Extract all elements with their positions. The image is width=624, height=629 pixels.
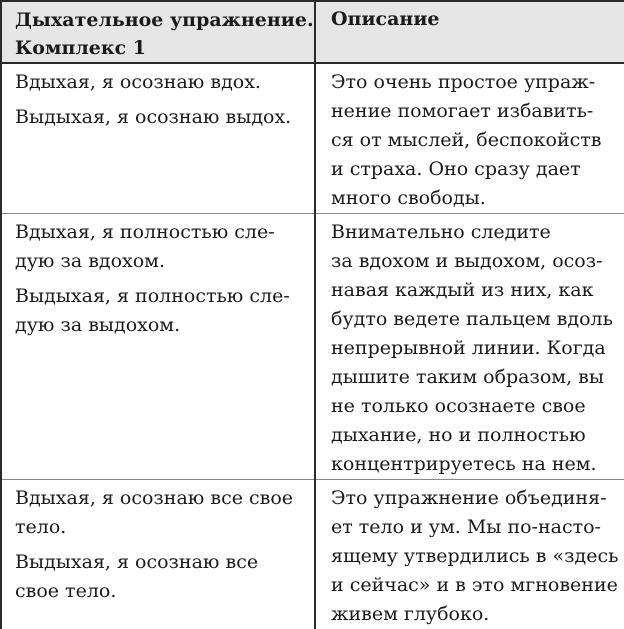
description-line: навая каждый из них, как [331, 276, 614, 305]
exercise-line: Вдыхая, я полностью сле- [15, 218, 306, 247]
description-line: и сейчас» и в это мгновение [331, 571, 614, 600]
description-line: Это очень простое упраж- [331, 68, 614, 97]
header-description-line: Описание [331, 5, 614, 33]
description-line: ся от мыслей, беспокойств [331, 126, 614, 155]
exhale-text [15, 548, 306, 606]
exhale-text [15, 282, 306, 340]
description-line: ет тело и ум. Мы по-насто- [331, 513, 614, 542]
exercise-line: свое тело. [15, 577, 306, 606]
description-line: непрерывной линии. Когда [331, 334, 614, 363]
description-line: за вдохом и выдохом, осоз- [331, 247, 614, 276]
table-row [1, 214, 624, 480]
header-exercise [1, 1, 315, 63]
description-cell [315, 214, 624, 480]
description-line: живем глубоко. [331, 600, 614, 629]
description-line: и страха. Оно сразу дает [331, 155, 614, 184]
description-line: много свободы. [331, 184, 614, 213]
inhale-text [15, 68, 306, 97]
description-line: ящему утвердились в «здесь [331, 542, 614, 571]
inhale-text [15, 484, 306, 542]
exercise-line: Вдыхая, я осознаю вдох. [15, 68, 306, 97]
exercise-line: Выдыхая, я осознаю выдох. [15, 103, 306, 132]
header-exercise-line: Комплекс 1 [15, 34, 306, 62]
description-line: Внимательно следите [331, 218, 614, 247]
header-description [315, 1, 624, 63]
description-cell [315, 63, 624, 214]
exercise-line: дую за выдохом. [15, 311, 306, 340]
description-cell [315, 480, 624, 629]
description-line: Это упражнение объединя- [331, 484, 614, 513]
description-line: не только осознаете свое [331, 392, 614, 421]
exercise-cell [1, 480, 315, 629]
description-line: будто ведете пальцем вдоль [331, 305, 614, 334]
exercise-line: дую за вдохом. [15, 247, 306, 276]
exhale-text [15, 103, 306, 132]
description-line: концентрируетесь на нем. [331, 450, 614, 479]
exercise-line: Выдыхая, я осознаю все [15, 548, 306, 577]
exercise-line: тело. [15, 513, 306, 542]
exercise-line: Вдыхая, я осознаю все свое [15, 484, 306, 513]
table-row [1, 63, 624, 214]
description-line: нение помогает избавить- [331, 97, 614, 126]
description-line: дышите таким образом, вы [331, 363, 614, 392]
exercise-cell [1, 63, 315, 214]
exercise-cell [1, 214, 315, 480]
inhale-text [15, 218, 306, 276]
header-row [1, 1, 624, 63]
header-exercise-line: Дыхательное упражнение. [15, 6, 306, 34]
description-line: дыхание, но и полностью [331, 421, 614, 450]
table-row [1, 480, 624, 629]
exercise-line: Выдыхая, я полностью сле- [15, 282, 306, 311]
